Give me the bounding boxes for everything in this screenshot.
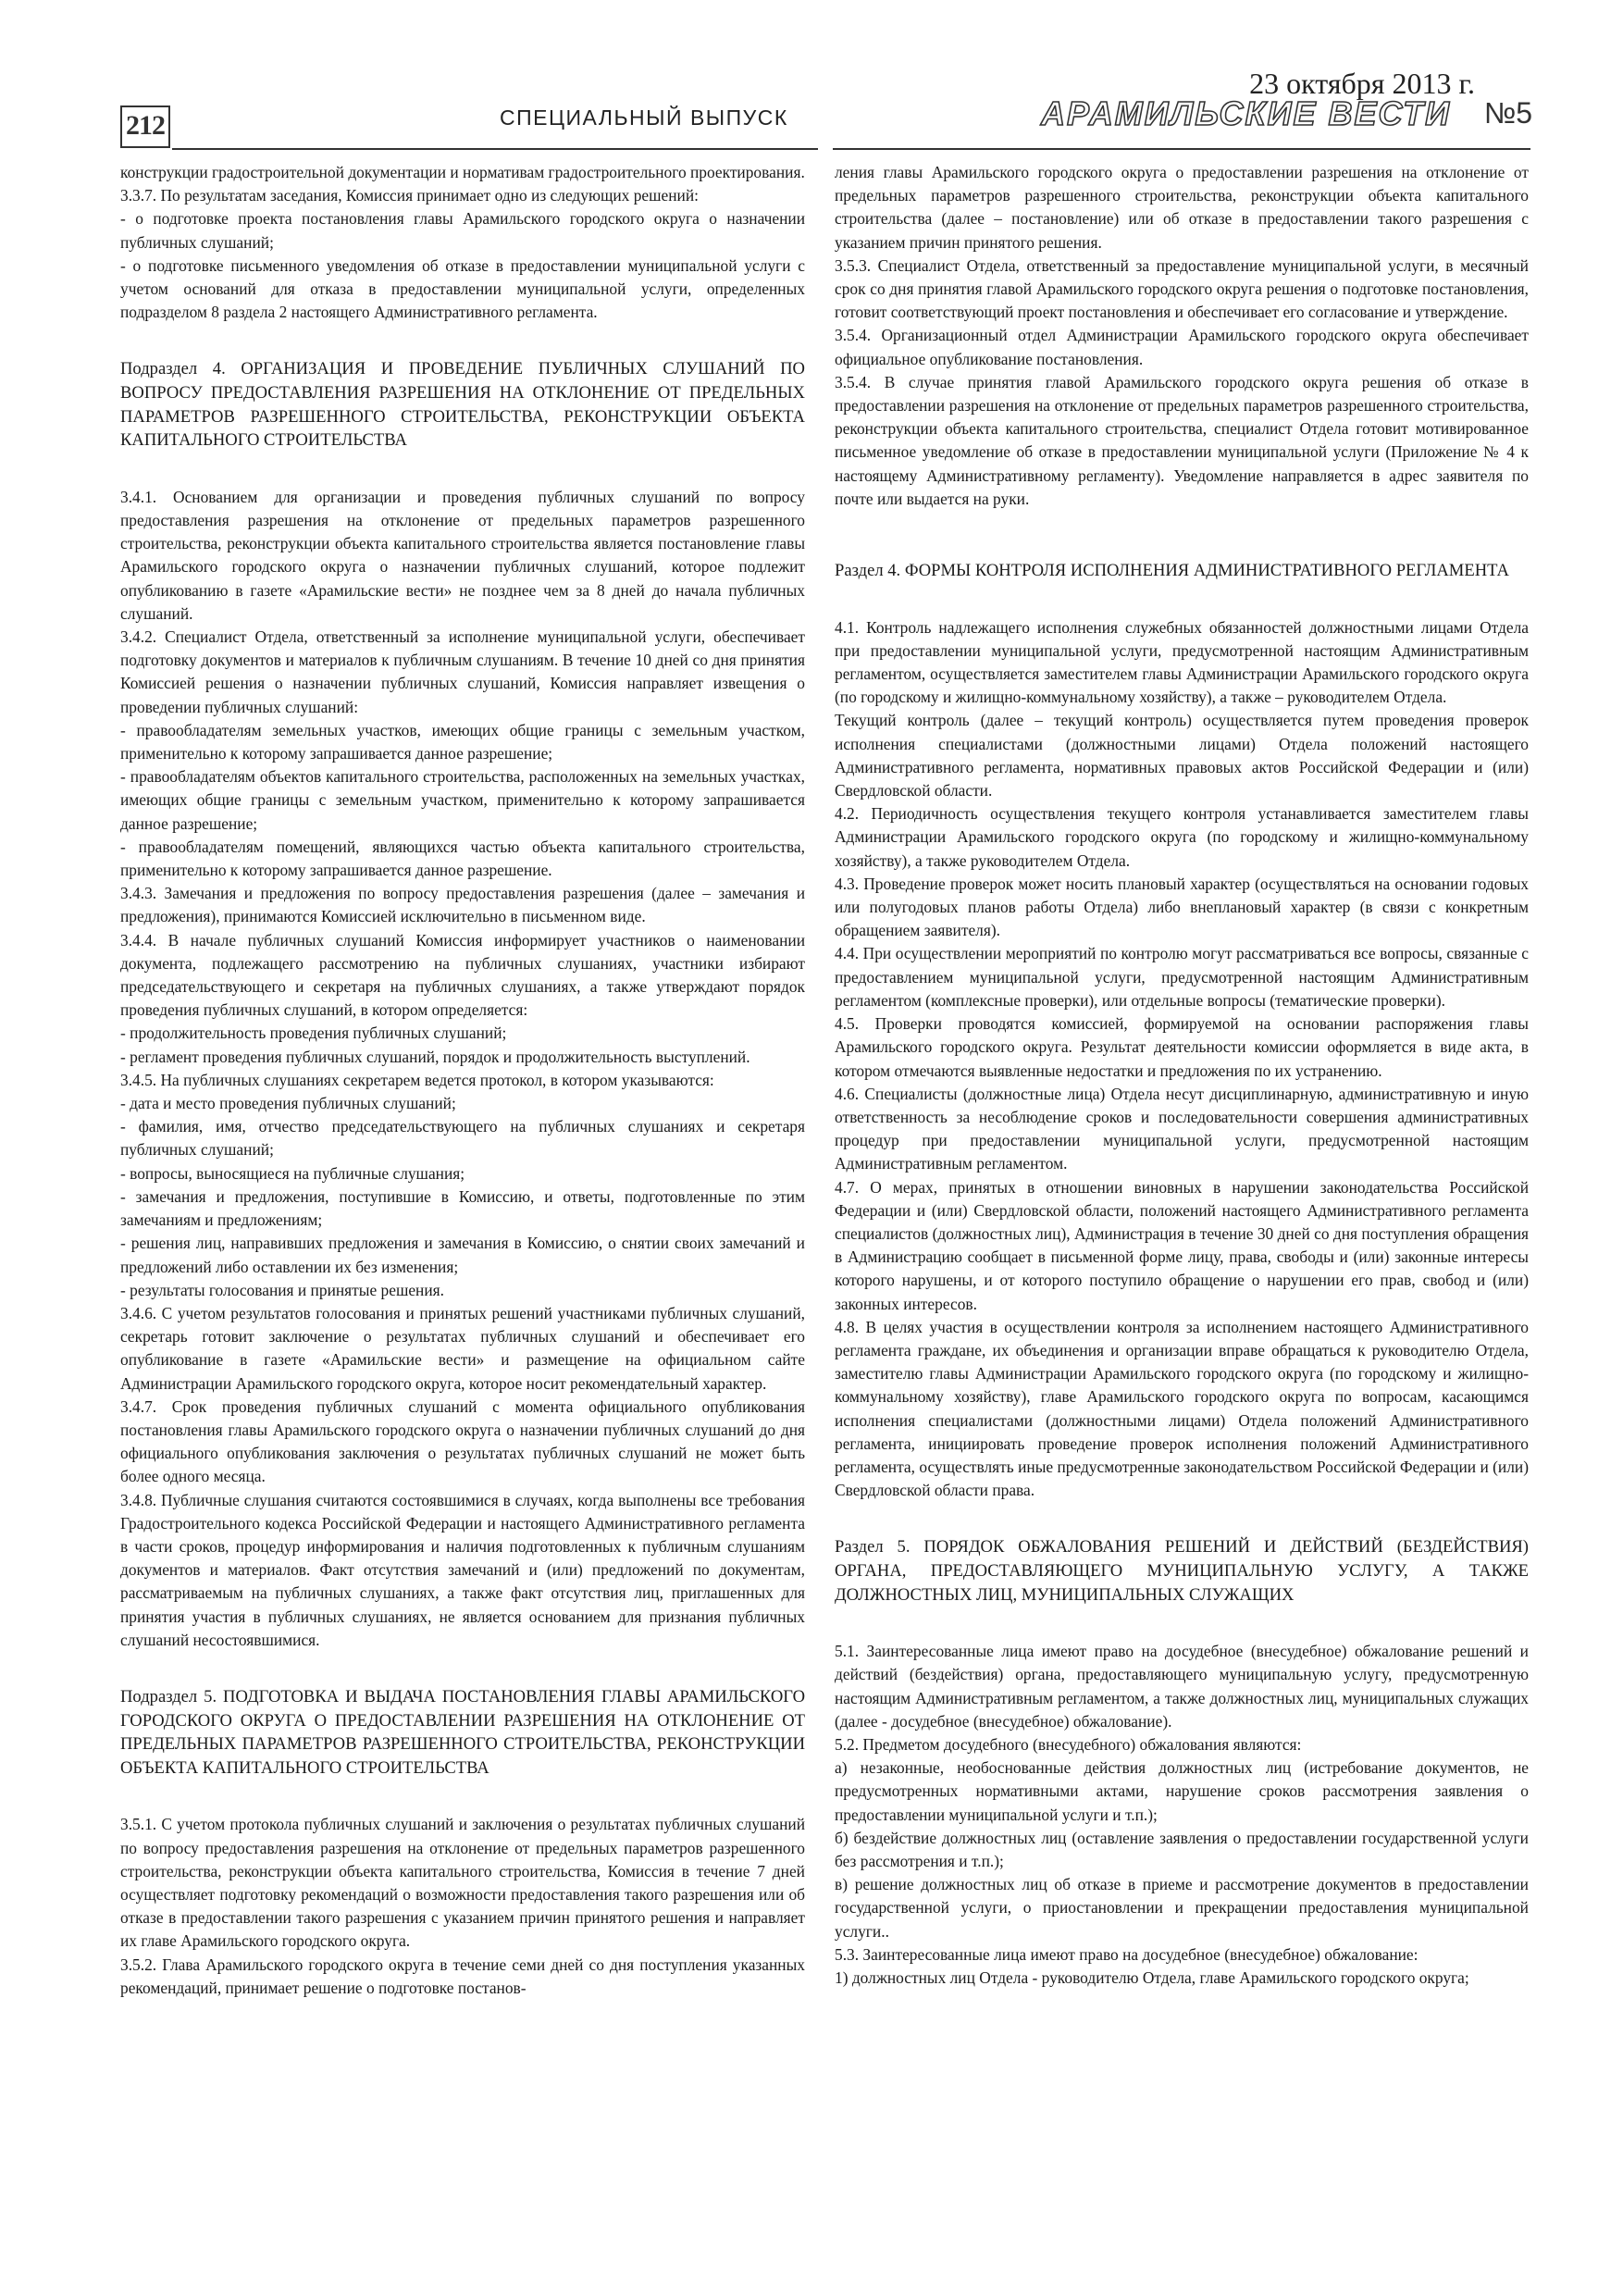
paragraph: 1) должностных лиц Отдела - руководителю Отдела, главе Арамильского городского округа; [835,1967,1469,1987]
issue-date: 23 октября 2013 г. [1249,67,1475,100]
paragraph: 5.3. Заинтересованные лица имеют право на досудебное (внесудебное) обжалование: [835,1944,1419,1964]
paragraph: 3.5.1. С учетом протокола публичных слушаний и заключения о результатах публичных слушаний по вопросу предоставления разрешения на отклонение от предельных параметров разрешенного строительства, реконструкции объекта капитального строительства, Комиссия в течение 7 дней осуществляет подготовку рекомендаций о возможности предоставления такого разрешения или об отказе в предоставлении такого разрешения с указанием причин принятого решения и направляет их главе Арамильского городского округа. [120,1815,805,1951]
paragraph: 3.3.7. По результатам заседания, Комиссия принимает одно из следующих решений: [120,186,699,205]
header-rule-right [833,148,1530,150]
paragraph: 3.5.3. Специалист Отдела, ответственный за предоставление муниципальной услуги, в месячный срок со дня принятия главой Арамильского городского округа решения о подготовке постановления, готовит соответствующий проект постановления и обеспечивает его согласование и утверждение. [835,255,1529,322]
paragraph: ления главы Арамильского городского округа о предоставлении разрешения на отклонение от предельных параметров разрешенного строительства, реконструкции объекта капитального строительства (далее – постановление) или об отказе в предоставлении такого разрешения с указанием причин принятого решения. [835,163,1529,252]
paragraph: - вопросы, выносящиеся на публичные слушания; [120,1163,465,1183]
right-column [835,161,1529,1990]
paragraph: - правообладателям земельных участков, имеющих общие границы с земельным участком, применительно к которому запрашивается данное разрешение; [120,720,805,763]
paragraph: - о подготовке письменного уведомления об отказе в предоставлении муниципальной услуги с учетом оснований для отказа в предоставлении муниципальной услуги, определенных подразделом 8 раздела 2 настоящего Административного регламента. [120,255,805,322]
section-heading: Подраздел 4. ОРГАНИЗАЦИЯ И ПРОВЕДЕНИЕ ПУБЛИЧНЫХ СЛУШАНИЙ ПО ВОПРОСУ ПРЕДОСТАВЛЕНИЯ РАЗРЕШЕНИЯ НА ОТКЛОНЕНИЕ ОТ ПРЕДЕЛЬНЫХ ПАРАМЕТРОВ РАЗРЕШЕННОГО СТРОИТЕЛЬСТВА, РЕКОНСТРУКЦИИ ОБЪЕКТА КАПИТАЛЬНОГО СТРОИТЕЛЬСТВА [120,359,805,451]
paragraph: - правообладателям помещений, являющихся частью объекта капитального строительства, применительно к которому запрашивается данное разрешение. [120,837,805,880]
paragraph: 5.1. Заинтересованные лица имеют право на досудебное (внесудебное) обжалование решений и действий (бездействия) органа, предоставляющего муниципальную услугу, предусмотренную настоящим Административным регламентом, а также должностных лиц, муниципальных служащих (далее - досудебное (внесудебное) обжалование). [835,1642,1529,1731]
left-column [120,161,805,2000]
paragraph: - регламент проведения публичных слушаний, порядок и продолжительность выступлений. [120,1047,750,1066]
paragraph: 3.4.8. Публичные слушания считаются состоявшимися в случаях, когда выполнены все требования Градостроительного кодекса Российской Федерации и настоящего Административного регламента в части сроков, процедур информирования и наличия подготовленных к публичным слушаниям документов и материалов. Факт отсутствия замечаний и (или) предложений по документам, рассматриваемым на публичных слушаниях, а также факт отсутствия лиц, приглашенных для принятия участия в публичных слушаниях, не является основанием для признания публичных слушаний несостоявшимися. [120,1490,805,1649]
section-heading: Раздел 5. ПОРЯДОК ОБЖАЛОВАНИЯ РЕШЕНИЙ И ДЕЙСТВИЙ (БЕЗДЕЙСТВИЯ) ОРГАНА, ПРЕДОСТАВЛЯЮЩЕГО МУНИЦИПАЛЬНУЮ УСЛУГУ, А ТАКЖЕ ДОЛЖНОСТНЫХ ЛИЦ, МУНИЦИПАЛЬНЫХ СЛУЖАЩИХ [835,1537,1529,1605]
paragraph: 3.4.4. В начале публичных слушаний Комиссия информирует участников о наименовании документа, подлежащего рассмотрению на публичных слушаниях, участники избирают председательствующего и секретаря на публичных слушаниях, а также утверждают порядок проведения публичных слушаний, в котором определяется: [120,930,805,1020]
paragraph: 5.2. Предметом досудебного (внесудебного) обжалования являются: [835,1734,1302,1754]
paragraph: 4.8. В целях участия в осуществлении контроля за исполнением настоящего Административного регламента граждане, их объединения и организации вправе обращаться к руководителю Отдела, заместителю главы Администрации Арамильского городского округа (по городскому и жилищно-коммунальному хозяйству), главе Арамильского городского округа по вопросам, касающимся исполнения специалистами (должностными лицами) Отдела положений Административного регламента, инициировать проведение проверок исполнения положений Административного регламента, осуществлять иные предусмотренные законодательством Российской Федерации и (или) Свердловской области права. [835,1317,1529,1500]
paragraph: - дата и место проведения публичных слушаний; [120,1094,456,1113]
issue-title: СПЕЦИАЛЬНЫЙ ВЫПУСК [500,105,788,130]
paragraph: Текущий контроль (далее – текущий контроль) осуществляется путем проведения проверок исполнения специалистами (должностными лицами) Отдела положений настоящего Административного регламента, нормативных правовых актов Российской Федерации и (или) Свердловской области. [835,711,1529,800]
section-heading: Подраздел 5. ПОДГОТОВКА И ВЫДАЧА ПОСТАНОВЛЕНИЯ ГЛАВЫ АРАМИЛЬСКОГО ГОРОДСКОГО ОКРУГА О ПРЕДОСТАВЛЕНИИ РАЗРЕШЕНИЯ НА ОТКЛОНЕНИЕ ОТ ПРЕДЕЛЬНЫХ ПАРАМЕТРОВ РАЗРЕШЕННОГО СТРОИТЕЛЬСТВА, РЕКОНСТРУКЦИИ ОБЪЕКТА КАПИТАЛЬНОГО СТРОИТЕЛЬСТВА [120,1686,805,1778]
paragraph: - замечания и предложения, поступившие в Комиссию, и ответы, подготовленные по этим замечаниям и предложениям; [120,1186,805,1230]
paragraph: - правообладателям объектов капитального строительства, расположенных на земельных участках, имеющих общие границы с земельным участком, применительно к которому запрашивается данное разрешение; [120,767,805,833]
page-number: 212 [120,105,170,148]
paragraph: - результаты голосования и принятые решения. [120,1280,445,1299]
paragraph: 3.4.3. Замечания и предложения по вопросу предоставления разрешения (далее – замечания и предложения), принимаются Комиссией исключительно в письменном виде. [120,884,805,926]
paragraph: 3.4.6. С учетом результатов голосования и принятых решений участниками публичных слушаний, секретарь готовит заключение о результатах публичных слушаний и обеспечивает его опубликование в газете «Арамильские вести» и размещение на официальном сайте Администрации Арамильского городского округа, которое носит рекомендательный характер. [120,1303,805,1393]
paragraph: а) незаконные, необоснованные действия должностных лиц (истребование документов, не предусмотренных нормативными актами, нарушение сроков рассмотрения заявления о предоставлении муниципальной услуги и т.п.); [835,1758,1529,1824]
paragraph: - о подготовке проекта постановления главы Арамильского городского округа о назначении публичных слушаний; [120,209,805,252]
paragraph: 3.5.2. Глава Арамильского городского округа в течение семи дней со дня поступления указанных рекомендаций, принимает решение о подготовке постанов- [120,1955,805,1997]
paragraph: 4.5. Проверки проводятся комиссией, формируемой на основании распоряжения главы Арамильского городского округа. Результат деятельности комиссии оформляется в виде акта, в котором отмечаются выявленные недостатки и предложения по их устранению. [835,1014,1529,1080]
paragraph: 3.4.1. Основанием для организации и проведения публичных слушаний по вопросу предоставления разрешения на отклонение от предельных параметров разрешенного строительства, реконструкции объекта капитального строительства является постановление главы Арамильского городского округа о назначении публичных слушаний, которое подлежит опубликованию в газете «Арамильские вести» не позднее чем за 8 дней до начала публичных слушаний. [120,487,805,623]
paragraph: - решения лиц, направивших предложения и замечания в Комиссию, о снятии своих замечаний и предложений либо оставлении их без изменения; [120,1234,805,1276]
paragraph: 4.7. О мерах, принятых в отношении виновных в нарушении законодательства Российской Федерации и (или) Свердловской области, положений настоящего Административного регламента специалистов (должностных лиц), Администрация в течение 30 дней со дня поступления обращения в Администрацию сообщает в письменной форме лицу, права, свободы и (или) законные интересы которого нарушены, и от которого поступило обращение о нарушении его прав, свобод и (или) законных интересов. [835,1177,1529,1313]
paragraph: 4.1. Контроль надлежащего исполнения служебных обязанностей должностными лицами Отдела при предоставлении муниципальной услуги, предусмотренной настоящим Административным регламентом, осуществляется заместителем главы Администрации Арамильского городского округа (по городскому и жилищно-коммунальному хозяйству), а также – руководителем Отдела. [835,617,1529,707]
paragraph: б) бездействие должностных лиц (оставление заявления о предоставлении государственной услуги без рассмотрения и т.п.); [835,1828,1529,1870]
header-rule-left [172,148,818,150]
paragraph: 4.6. Специалисты (должностные лица) Отдела несут дисциплинарную, административную и иную ответственность за несоблюдение сроков и последовательности совершения административных процедур при предоставлении муниципальной услуги, предусмотренной настоящим Административным регламентом. [835,1084,1529,1173]
paragraph: 3.4.7. Срок проведения публичных слушаний с момента официального опубликования постановления главы Арамильского городского округа о назначении публичных слушаний до дня официального опубликования заключения о результатах публичных слушаний не может быть более одного месяца. [120,1396,805,1486]
paragraph: 3.4.2. Специалист Отдела, ответственный за исполнение муниципальной услуги, обеспечивает подготовку документов и материалов к публичным слушаниям. В течение 10 дней со дня принятия Комиссией решения о назначении публичных слушаний, Комиссия направляет извещения о проведении публичных слушаний: [120,627,805,716]
paragraph: - продолжительность проведения публичных слушаний; [120,1024,507,1043]
paragraph: 3.4.5. На публичных слушаниях секретарем ведется протокол, в котором указываются: [120,1070,714,1089]
paragraph: в) решение должностных лиц об отказе в приеме и рассмотрение документов в предоставлении государственной услуги, о приостановлении и прекращении предоставления муниципальной услуги.. [835,1875,1529,1941]
paragraph: 4.4. При осуществлении мероприятий по контролю могут рассматриваться все вопросы, связанные с предоставлением муниципальной услуги, предусмотренной настоящим Административным регламентом (комплексные проверки), или отдельные вопросы (тематические проверки). [835,944,1529,1010]
paragraph: 4.3. Проведение проверок может носить плановый характер (осуществляться на основании годовых или полугодовых планов работы Отдела) либо внеплановый характер (в связи с конкретным обращением заявителя). [835,874,1529,940]
paragraph: 3.5.4. В случае принятия главой Арамильского городского округа решения об отказе в предоставлении разрешения на отклонение от предельных параметров разрешенного строительства, реконструкции объекта капитального строительства, специалист Отдела готовит мотивированное письменное уведомление об отказе в предоставлении муниципальной услуги (Приложение № 4 к настоящему Административному регламенту). Уведомление направляется в адрес заявителя по почте или выдается на руки. [835,372,1529,508]
paragraph: - фамилия, имя, отчество председательствующего на публичных слушаниях и секретаря публичных слушаний; [120,1117,805,1160]
paragraph: 4.2. Периодичность осуществления текущего контроля устанавливается заместителем главы Администрации Арамильского городского округа (по городскому и жилищно-коммунальному хозяйству), а также руководителем Отдела. [835,804,1529,870]
issue-number: №5 [1483,96,1532,130]
section-heading: Раздел 4. ФОРМЫ КОНТРОЛЯ ИСПОЛНЕНИЯ АДМИНИСТРАТИВНОГО РЕГЛАМЕНТА [835,561,1509,581]
paragraph: 3.5.4. Организационный отдел Администрации Арамильского городского округа обеспечивает официальное опубликование постановления. [835,326,1529,368]
paragraph: конструкции градостроительной документации и нормативам градостроительного проектирования. [120,163,805,181]
newspaper-name: АРАМИЛЬСКИЕ ВЕСТИ [1040,94,1451,132]
